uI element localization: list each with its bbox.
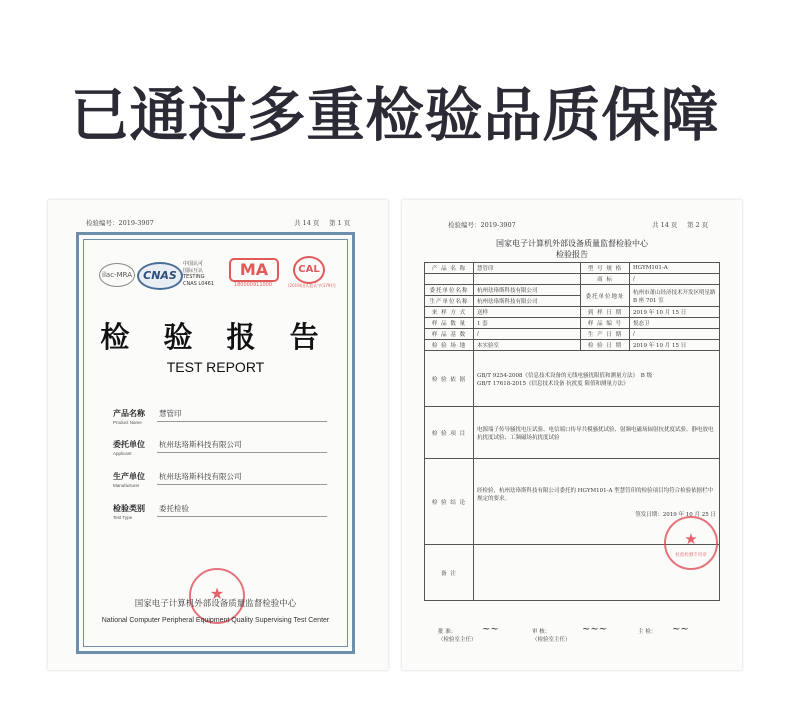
official-seal: ★ <box>189 568 245 624</box>
ilac-mra-logo: ilac-MRA <box>99 263 135 287</box>
report-cover-page <box>48 200 388 670</box>
field-product-name: 产品名称 Product Name 慧管印 <box>113 408 333 438</box>
cal-logo: CAL (2019)国认监认字(179)号 <box>287 256 331 290</box>
report-title-en: TEST REPORT <box>166 359 265 375</box>
field-applicant: 委托单位 Applicant 杭州珐珞斯科技有限公司 <box>113 439 333 469</box>
report-table: 产 品 名 称 慧管印 型 号 规 格 HGYM101-A 商 标 / 委托单位名称 杭州珐珞斯科技有限公司 委托单位地址 杭州市萧山经济技术开发区明星路 B 座 701 室 生产单位名称 杭州珐珞斯科技有限公司 来 样 方 式 送样 到 样 日 期 2019 年 10 月 15 日 样 品 数 量 1 套 样 品 编 号 悦态卫 样 品 基 数 / 生 产 日 期 / 检 验 场 地 本实验室 检 验 日 期 2019 年 10 月 15 日 检 验 依 据 GB/T 9254-2008《信息技术设备的无线电骚扰限值和测量方法》 B 级 GB/T 17618-2015《信息技术设备 抗扰度 限值和测量方法》 检 验 项 目 电源端子传导骚扰电压试验、电信端口传导共模骚扰试验、射频电磁场辐射抗扰度试验、静电放电抗扰度试验、工频磁场抗扰度试验 检 验 结 论 经检验，杭州珐珞斯科技有限公司委托的 HGYM101-A 型慧管印的检验项目均符合检验依据栏中规定的要求。 签发日期：2019 年 10 月 25 日 备 注 <box>424 262 720 601</box>
cnas-logo: CNAS <box>137 262 183 290</box>
inspection-seal: ★ 检验检测专用章 <box>664 516 718 570</box>
main-inspector-signature: ~~ <box>672 624 689 635</box>
test-center-name-en: National Computer Peripheral Equipment Quality Supervising Test Center <box>101 617 330 624</box>
report-title-cn: 检 验 报 告 <box>100 320 331 354</box>
report-number: 检验编号：2019-3907 <box>86 219 154 227</box>
approver-signature: ~~ <box>482 624 499 635</box>
page-number: 第 1 页 <box>329 219 351 227</box>
page-count: 共 14 页 <box>294 219 320 227</box>
test-center-name-cn: 国家电子计算机外部设备质量监督检验中心 <box>134 599 297 609</box>
report-header: 国家电子计算机外部设备质量监督检验中心 检验报告 <box>496 239 648 259</box>
cnas-caption: 中国认可 国际互认 TESTING CNAS L0461 <box>183 261 214 287</box>
page-number: 第 2 页 <box>687 221 709 229</box>
page-count: 共 14 页 <box>652 221 678 229</box>
report-detail-page <box>402 200 742 670</box>
cover-border <box>76 232 355 654</box>
signature-approve: 批 准： （检验室主任） <box>438 629 477 643</box>
field-test-type: 检验类别 Test Type 委托检验 <box>113 503 333 533</box>
certification-logos <box>99 253 339 293</box>
cma-logo: MA 180000911000 <box>225 258 281 286</box>
field-manufacturer: 生产单位 Manufacturer 杭州珐珞斯科技有限公司 <box>113 471 333 501</box>
reviewer-signature: ~~~ <box>582 624 608 635</box>
report-number: 检验编号：2019-3907 <box>448 221 516 229</box>
page-headline: 已通过多重检验品质保障 <box>70 81 720 149</box>
signature-main: 主 检： <box>638 629 657 635</box>
signature-review: 审 核： （检验室主任） <box>532 629 571 643</box>
